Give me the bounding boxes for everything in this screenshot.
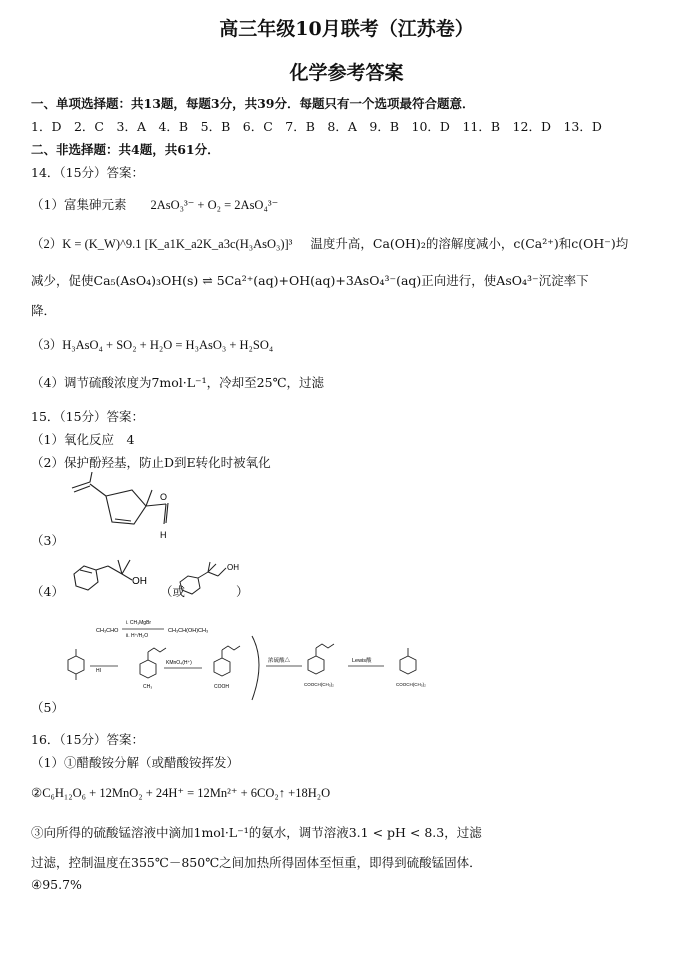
q16-head: 16．（15分）答案： (31, 732, 145, 747)
q15-part4-label: （4） (31, 584, 64, 599)
q16-part3-line2: 过滤，控制温度在355℃－850℃之间加热所得固体至恒重，即得到硫酸锰固体． (31, 855, 482, 870)
q14-part1-label: （1）富集砷元素 (31, 197, 127, 212)
scheme-ester-ring-1 (308, 644, 334, 674)
section1-answers: 1．D 2．C 3．A 4．B 5．B 6．C 7．B 8．A 9．B 10．D 11．B 12．D 13．D (31, 119, 602, 134)
q16-part3-line1: ③向所得的硫酸锰溶液中滴加1mol·L⁻¹的氨水，调节溶液3.1 < pH < 8.3，过滤 (31, 825, 482, 840)
scheme-reagent-top2: ii. H⁺/H₂O (126, 633, 149, 639)
q15-part5-label: （5） (31, 700, 64, 715)
q14-part4: （4）调节硫酸浓度为7mol·L⁻¹，冷却至25℃，过滤 (31, 375, 325, 390)
page-subtitle: 化学参考答案 (289, 62, 404, 84)
scheme-reagent-hi: HI (96, 668, 101, 674)
scheme-label-ester-2: COOCH(CH₃)₂ (396, 682, 426, 687)
q14-head: 14．（15分）答案： (31, 165, 145, 180)
scheme-brace (252, 636, 259, 700)
q15-part5-scheme (56, 616, 476, 702)
q15-part2: （2）保护酚羟基，防止D到E转化时被氧化 (31, 455, 271, 470)
scheme-label-ester-1: COOCH(CH₃)₂ (304, 682, 334, 687)
scheme-acid-ring (214, 646, 240, 676)
scheme-label-cooh: COOH (214, 684, 229, 690)
q15-part4-or: （或 (160, 584, 186, 599)
scheme-ester-ring-2 (400, 648, 416, 674)
scheme-reagent-lewis: Lewis酸 (352, 658, 372, 664)
q15-head: 15．（15分）答案： (31, 409, 145, 424)
q14-part2-explanation-1: 温度升高，Ca(OH)₂的溶解度减小，c(Ca²⁺)和c(OH⁻)均 (310, 236, 629, 251)
q15-part4-structure-a (64, 556, 164, 602)
q15-part1: （1）氧化反应 4 (31, 432, 135, 447)
scheme-reagent-kmno4: KMnO₄(H⁺) (166, 660, 192, 666)
q14-part3: （3）H₃AsO₄ + SO₂ + H₂O = H₃AsO₃ + H₂SO₄ (31, 338, 274, 352)
q14-part2-line1 (31, 234, 628, 252)
q15-p3-aldehyde-h: H (160, 530, 167, 540)
scheme-reactant-ring (68, 649, 84, 680)
q16-part4: ④95.7% (31, 877, 82, 892)
q15-p3-aldehyde-o: O (160, 492, 168, 502)
section1-heading: 一、单项选择题：共13题，每题3分，共39分．每题只有一个选项最符合题意． (31, 96, 475, 111)
q15-part4-close: ） (236, 584, 249, 599)
section2-heading: 二、非选择题：共4题，共61分． (31, 142, 220, 157)
q14-part2-line3: 降． (31, 303, 57, 318)
q15-part3-structure (60, 472, 200, 544)
q15-part3-label: （3） (31, 533, 64, 548)
q14-part1 (31, 195, 278, 213)
scheme-reagent-h2so4: 浓硫酸△ (268, 658, 291, 664)
scheme-ether-ring (140, 648, 166, 678)
scheme-start-top: CH₃CHO (96, 628, 119, 634)
q16-part2: ②C₆H₁₂O₆ + 12MnO₂ + 24H⁺ = 12Mn²⁺ + 6CO₂↑ +18H₂O (31, 786, 331, 800)
page-title: 高三年级10月联考（江苏卷） (219, 18, 474, 40)
q14-part2-k-expression: （2）K = (K_W)^9.1 [K_a1K_a2K_a3c(H₃AsO₃)]³ (31, 237, 293, 251)
q15-p4-b-oh: OH (227, 563, 239, 572)
scheme-reagent-top1: i. CH₃MgBr (126, 620, 152, 626)
q14-part1-equation: 2AsO₃³⁻ + O₂ = 2AsO₄³⁻ (150, 198, 279, 212)
q16-part1: （1）①醋酸铵分解（或醋酸铵挥发） (31, 755, 239, 770)
scheme-label-me: CH₃ (143, 684, 153, 690)
scheme-prod-top: CH₃CH(OH)CH₃ (168, 628, 209, 634)
q14-part2-line2: 减少，促使Ca₅(AsO₄)₃OH(s) ⇌ 5Ca²⁺(aq)+OH(aq)+3AsO₄³⁻(aq)正向进行，使AsO₄³⁻沉淀率下 (31, 273, 589, 288)
q15-p4-a-oh: OH (132, 576, 147, 587)
